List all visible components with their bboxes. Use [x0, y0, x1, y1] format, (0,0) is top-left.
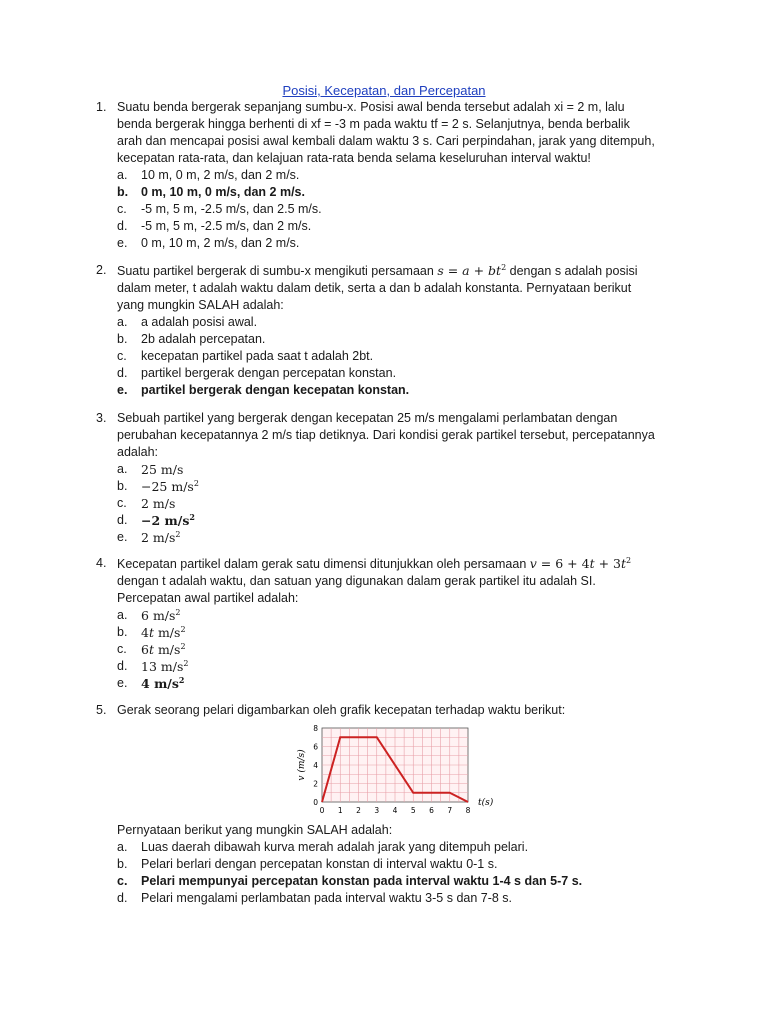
- option-d: d. -5 m, 5 m, -2.5 m/s, dan 2 m/s.: [117, 219, 312, 233]
- option-c: c. -5 m, 5 m, -2.5 m/s, dan 2.5 m/s.: [117, 202, 322, 216]
- question-number: 5.: [96, 703, 107, 717]
- option-c: c. 6t $m/s^2$: [117, 642, 186, 657]
- question-number: 4.: [96, 556, 107, 570]
- option-c: c. 2 m/s: [117, 496, 176, 511]
- y-tick-label: 6: [313, 742, 318, 752]
- y-tick-label: 0: [313, 798, 318, 807]
- x-tick-label: 4: [392, 806, 398, 814]
- option-b: b. −25 $m/s^2$: [117, 479, 199, 494]
- option-list: [117, 461, 656, 546]
- question-text: Gerak seorang pelari digambarkan oleh grafik kecepatan terhadap waktu berikut:: [117, 703, 566, 717]
- option-list: [117, 314, 656, 399]
- y-tick-label: 8: [313, 724, 318, 733]
- option-e: e. 4 $m/s^2$: [117, 675, 185, 691]
- x-tick-label: 6: [429, 806, 434, 814]
- x-tick-label: 3: [374, 806, 380, 814]
- question-number: 2.: [96, 263, 107, 277]
- option-d: d. partikel bergerak dengan percepatan konstan.: [117, 366, 397, 380]
- option-d: d. Pelari mengalami perlambatan pada interval waktu 3-5 s dan 7-8 s.: [117, 891, 513, 905]
- question-number: 1.: [96, 100, 107, 114]
- x-tick-label: 1: [337, 806, 343, 814]
- option-d: d. −2 $m/s^2$: [117, 512, 195, 528]
- option-e: e. partikel bergerak dengan kecepatan konstan.: [117, 383, 410, 397]
- option-b: b. 4t $m/s^2$: [117, 625, 186, 640]
- x-tick-label: 5: [410, 806, 416, 814]
- option-list: [117, 607, 656, 692]
- x-tick-label: 0: [319, 806, 325, 814]
- question-1: [96, 99, 656, 252]
- document-title: Posisi, Kecepatan, dan Percepatan: [282, 83, 486, 98]
- option-e: e. 2 $m/s^2$: [117, 530, 181, 545]
- question-2: [96, 262, 656, 399]
- option-list: [117, 167, 656, 252]
- velocity-time-chart: [290, 720, 510, 814]
- question-text: Suatu benda bergerak sepanjang sumbu-x. Posisi awal benda tersebut adalah xi = 2 m, lalu benda bergerak hingga berhenti di xf = -3 m pada waktu tf = 2 s. Selanjutnya, benda berbalik arah dan mencapai posisi awal kembali dalam waktu 3 s. Cari perpindahan, jarak yang ditempuh, kecepatan rata-rata, dan kelajuan rata-rata benda selama keseluruhan interval waktu!: [117, 100, 655, 165]
- question-3: [96, 410, 656, 546]
- equation: $v = 6 + 4t + 3t^2$: [529, 556, 632, 571]
- x-axis-label: t(s): [478, 798, 494, 808]
- option-a: a. a adalah posisi awal.: [117, 315, 258, 329]
- y-tick-label: 2: [313, 779, 318, 789]
- question-5: [96, 702, 656, 719]
- statement-text: Pernyataan berikut yang mungkin SALAH adalah:: [117, 823, 393, 837]
- question-4: [96, 555, 656, 692]
- option-a: a. Luas daerah dibawah kurva merah adalah jarak yang ditempuh pelari.: [117, 840, 529, 854]
- x-tick-label: 8: [465, 806, 471, 814]
- option-a: a. 25 m/s: [117, 462, 184, 477]
- question-text: Sebuah partikel yang bergerak dengan kecepatan 25 m/s mengalami perlambatan dengan perubahan kecepatannya 2 m/s tiap detiknya. Dari kondisi gerak partikel tersebut, percepatannya adalah:: [117, 411, 655, 459]
- option-b: b. 2b adalah percepatan.: [117, 332, 266, 346]
- question-number: 3.: [96, 411, 107, 425]
- question-5-statements: [96, 822, 656, 907]
- x-tick-label: 2: [356, 806, 361, 814]
- option-c: c. Pelari mempunyai percepatan konstan pada interval waktu 1-4 s dan 5-7 s.: [117, 874, 583, 888]
- option-d: d. 13 $m/s^2$: [117, 659, 189, 674]
- y-tick-label: 4: [313, 761, 318, 770]
- y-axis-label: v (m/s): [297, 749, 307, 781]
- option-a: a. 6 $m/s^2$: [117, 608, 181, 623]
- option-list: [117, 839, 656, 907]
- option-b: b. 0 m, 10 m, 0 m/s, dan 2 m/s.: [117, 185, 305, 199]
- x-tick-label: 7: [447, 806, 453, 814]
- question-text: Suatu partikel bergerak di sumbu-x mengikuti persamaan $s = a + bt^2$ dengan s adalah posisi dalam meter, t adalah waktu dalam detik, serta a dan b adalah konstanta. Pernyataan berikut yang mungkin SALAH adalah:: [117, 263, 638, 312]
- option-a: a. 10 m, 0 m, 2 m/s, dan 2 m/s.: [117, 168, 300, 182]
- equation: $s = a + bt^2$: [437, 263, 507, 278]
- option-e: e. 0 m, 10 m, 2 m/s, dan 2 m/s.: [117, 236, 300, 250]
- option-b: b. Pelari berlari dengan percepatan konstan di interval waktu 0-1 s.: [117, 857, 498, 871]
- question-text: Kecepatan partikel dalam gerak satu dimensi ditunjukkan oleh persamaan $v = 6 + 4t + 3t^2$ dengan t adalah waktu, dan satuan yang digunakan dalam gerak partikel itu adalah SI. Percepatan awal partikel adalah:: [117, 556, 632, 605]
- option-c: c. kecepatan partikel pada saat t adalah 2bt.: [117, 349, 374, 363]
